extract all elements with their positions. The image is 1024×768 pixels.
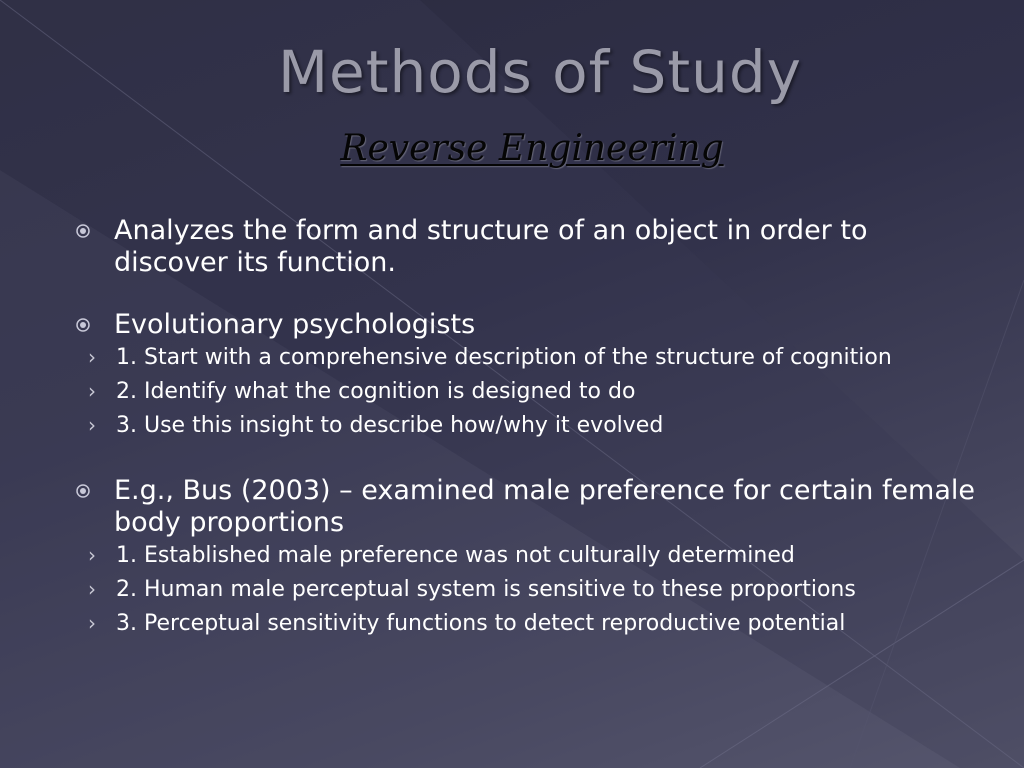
sub-bullet-item <box>76 611 976 637</box>
chevron-right-icon: › <box>88 611 96 635</box>
sub-list <box>76 543 976 637</box>
chevron-right-icon: › <box>88 413 96 437</box>
circled-dot-icon <box>76 484 90 498</box>
chevron-right-icon: › <box>88 345 96 369</box>
circled-dot-icon <box>76 318 90 332</box>
sub-bullet-text: 2. Identify what the cognition is designed to do <box>116 379 636 404</box>
sub-bullet-item <box>76 379 976 405</box>
bullet-item <box>76 475 976 539</box>
bullet-text: Analyzes the form and structure of an object in order to discover its function. <box>114 215 868 278</box>
sub-bullet-text: 1. Start with a comprehensive description of the structure of cognition <box>116 345 892 370</box>
chevron-right-icon: › <box>88 379 96 403</box>
sub-bullet-item <box>76 543 976 569</box>
bullet-item <box>76 215 976 279</box>
sub-bullet-text: 3. Use this insight to describe how/why it evolved <box>116 413 664 438</box>
chevron-right-icon: › <box>88 577 96 601</box>
bullet-text: Evolutionary psychologists <box>114 309 476 340</box>
chevron-right-icon: › <box>88 543 96 567</box>
bullet-text: E.g., Bus (2003) – examined male preference for certain female body proportions <box>114 475 976 538</box>
sub-bullet-item <box>76 413 976 439</box>
slide-title: Methods of Study <box>278 38 802 106</box>
sub-bullet-text: 3. Perceptual sensitivity functions to detect reproductive potential <box>116 611 846 636</box>
bullet-list <box>76 215 976 645</box>
slide-subtitle: Reverse Engineering <box>340 128 724 169</box>
sub-bullet-text: 1. Established male preference was not culturally determined <box>116 543 795 568</box>
circled-dot-icon <box>76 224 90 238</box>
bullet-item <box>76 309 976 341</box>
sub-list <box>76 345 976 439</box>
sub-bullet-text: 2. Human male perceptual system is sensitive to these proportions <box>116 577 856 602</box>
sub-bullet-item <box>76 345 976 371</box>
sub-bullet-item <box>76 577 976 603</box>
